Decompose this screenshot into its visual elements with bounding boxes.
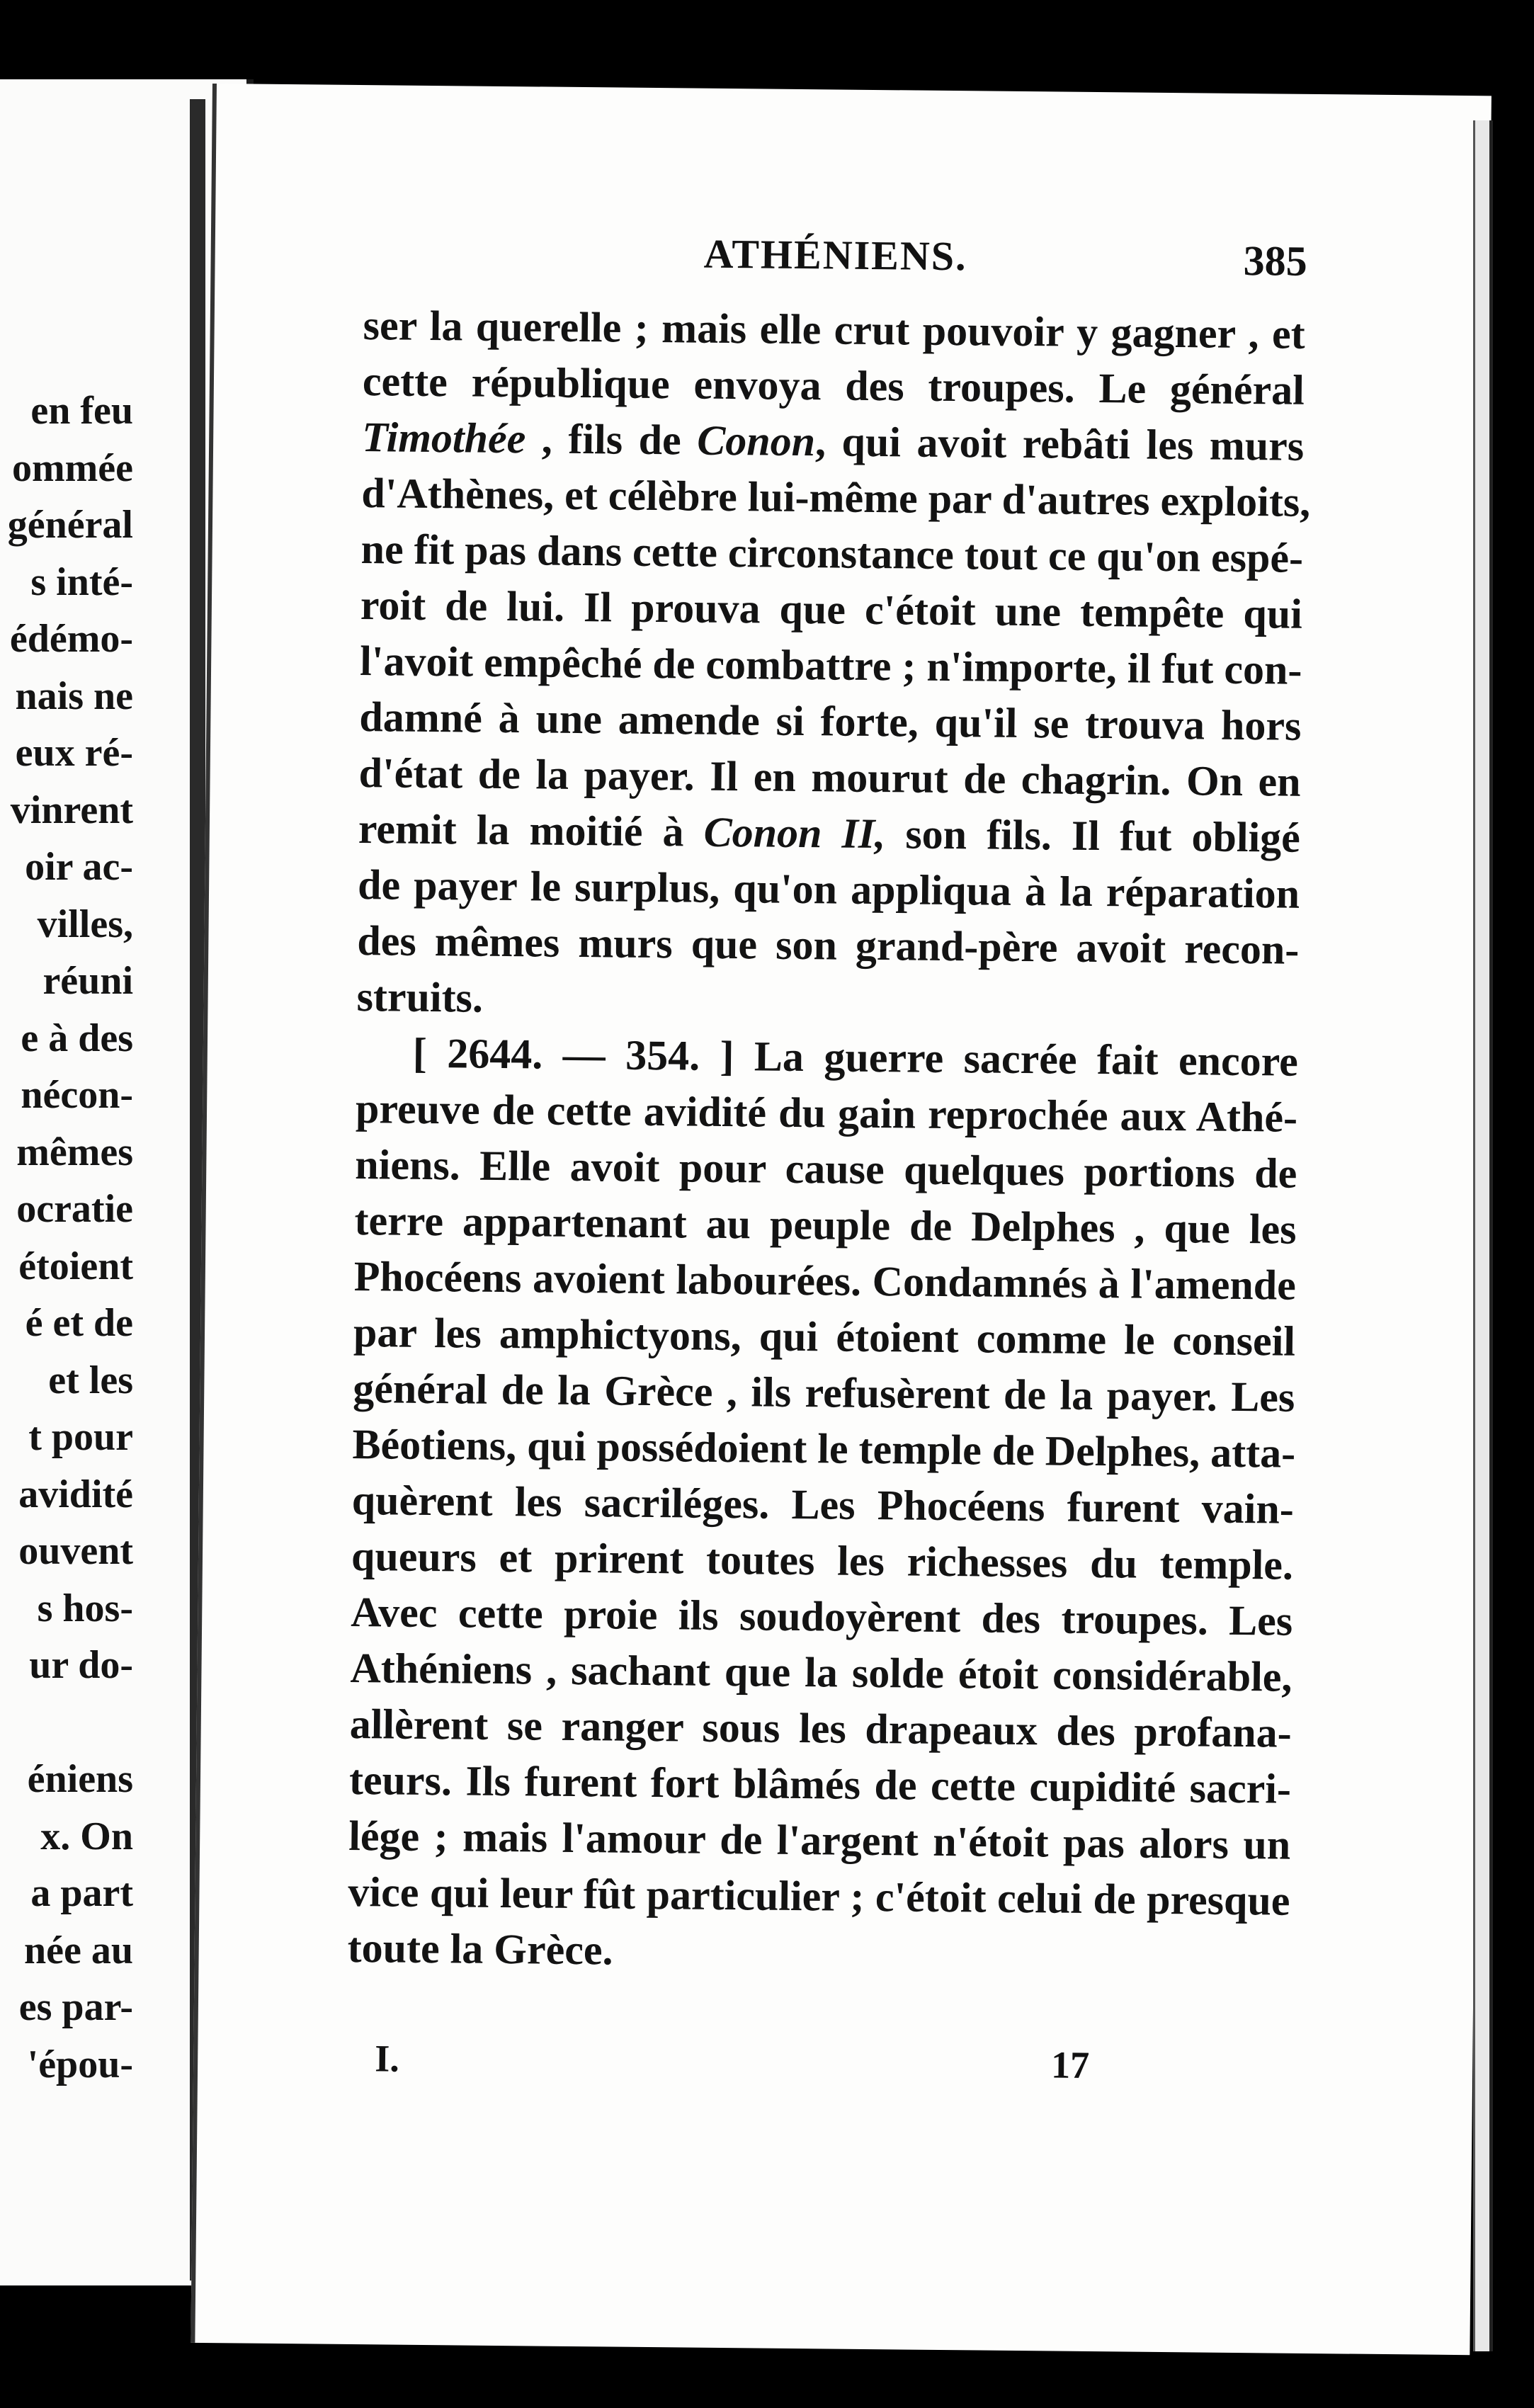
text-fragment: son fils. Il fut obligé	[885, 810, 1301, 861]
left-page-line-fragment: nécon-	[21, 1073, 133, 1117]
body-text	[347, 297, 1311, 1985]
text-line: toute la Grèce.	[347, 1924, 613, 1974]
left-page-text	[0, 382, 133, 2093]
italic-name-timothee: Timothée	[361, 414, 526, 462]
text-fragment: , fils de	[525, 415, 698, 464]
left-page-line-fragment: es par-	[18, 1985, 133, 2029]
left-page-line-fragment: en feu	[30, 389, 133, 433]
main-page	[191, 84, 1492, 2355]
text-line: lége ; mais l'amour de l'argent n'étoit pas alors un	[348, 1812, 1291, 1868]
left-page-line-fragment: réuni	[42, 959, 133, 1003]
text-line: des mêmes murs que son grand-père avoit recon-	[357, 917, 1300, 973]
left-page-line-fragment: ocratie	[16, 1187, 133, 1231]
left-page-line-fragment: 'épou-	[27, 2042, 133, 2086]
left-page-line-fragment: ur do-	[29, 1643, 133, 1687]
text-line: par les amphictyons, qui étoient comme le conseil	[353, 1308, 1296, 1365]
page-edge	[1473, 120, 1493, 2351]
text-fragment: remit la moitié à	[358, 805, 684, 856]
page-number: 385	[1243, 237, 1307, 285]
text-line: Avec cette proie ils soudoyèrent des troupes. Les	[350, 1588, 1293, 1645]
text-line: teurs. Ils furent fort blâmés de cette cupidité sacri-	[348, 1756, 1292, 1812]
left-page-line-fragment: née au	[24, 1928, 133, 1972]
text-line: Phocéens avoient labourées. Condamnés à l'amende	[353, 1252, 1297, 1309]
text-line: roit de lui. Il prouva que c'étoit une tempête qui	[360, 581, 1303, 637]
text-line: terre appartenant au peuple de Delphes , que les	[354, 1197, 1297, 1253]
text-line: général de la Grèce , ils refusèrent de la payer. Les	[353, 1364, 1295, 1421]
text-line	[358, 801, 1301, 866]
left-page-line-fragment: nais ne	[15, 674, 133, 718]
page-footer	[198, 2035, 1473, 2111]
left-page-line-fragment: éniens	[27, 1757, 133, 1801]
text-line: niens. Elle avoit pour cause quelques portions de	[355, 1141, 1297, 1197]
text-line: struits.	[356, 973, 484, 1021]
text-line: de payer le surplus, qu'on appliqua à la réparation	[357, 861, 1300, 917]
text-line: cette république envoya des troupes. Le général	[362, 358, 1305, 414]
left-page-line-fragment: général	[7, 503, 133, 547]
text-line: vice qui leur fût particulier ; c'étoit celui de presque	[348, 1868, 1290, 1924]
left-page-line-fragment: ouvent	[18, 1529, 133, 1573]
left-page-line-fragment: étoient	[18, 1244, 133, 1288]
left-page-line-fragment	[0, 1694, 133, 1751]
left-page-line-fragment: s inté-	[30, 560, 133, 604]
text-line: damné à une amende si forte, qu'il se trouva hors	[359, 693, 1302, 749]
text-line: queurs et prirent toutes les richesses du temple.	[351, 1532, 1294, 1589]
text-fragment: , qui avoit rebâti les murs	[814, 418, 1305, 470]
left-page-line-fragment: et les	[48, 1358, 133, 1402]
italic-name-conon-ii: Conon II,	[703, 808, 886, 858]
left-page-line-fragment: e à des	[21, 1016, 133, 1060]
left-page-line-fragment: é et de	[25, 1301, 133, 1345]
left-page-line-fragment: mêmes	[16, 1130, 133, 1174]
text-line: d'Athènes, et célèbre lui-même par d'autres exploits,	[361, 470, 1311, 526]
left-page-line-fragment: a part	[30, 1871, 133, 1915]
text-line-paragraph-start: [ 2644. — 354. ] La guerre sacrée fait encore	[412, 1029, 1299, 1085]
text-line: quèrent les sacriléges. Les Phocéens furent vain-	[351, 1476, 1295, 1533]
gathering-signature: 17	[1050, 2043, 1090, 2087]
running-head-title: ATHÉNIENS.	[703, 230, 967, 280]
left-page-line-fragment: villes,	[37, 902, 133, 946]
left-page-line-fragment: t pour	[28, 1415, 133, 1459]
left-page-line-fragment: ommée	[11, 445, 133, 490]
italic-name-conon: Conon	[696, 416, 816, 465]
text-line: allèrent se ranger sous les drapeaux des profana-	[349, 1700, 1292, 1756]
volume-signature: I.	[374, 2037, 400, 2080]
left-page-line-fragment: avidité	[18, 1472, 133, 1516]
text-line: Athéniens , sachant que la solde étoit considérable,	[350, 1644, 1292, 1700]
left-page-line-fragment: x. On	[40, 1814, 133, 1858]
left-page-line-fragment: s hos-	[37, 1586, 133, 1630]
text-line	[362, 409, 1305, 475]
left-page-line-fragment: oir ac-	[25, 845, 133, 889]
left-page-line-fragment: eux ré-	[15, 731, 133, 775]
text-line: l'avoit empêché de combattre ; n'importe, il fut con-	[359, 637, 1302, 693]
left-page-line-fragment: édémo-	[9, 617, 133, 661]
text-line: ser la querelle ; mais elle crut pouvoir y gagner , et	[363, 302, 1305, 358]
text-line: d'état de la payer. Il en mourut de chagrin. On en	[358, 749, 1301, 805]
running-head	[215, 225, 1490, 301]
text-line: Béotiens, qui possédoient le temple de Delphes, atta-	[352, 1420, 1296, 1477]
left-page-line-fragment: vinrent	[10, 788, 133, 832]
text-line: preuve de cette avidité du gain reprochée aux Athé-	[355, 1085, 1298, 1141]
text-line: ne fit pas dans cette circonstance tout ce qu'on espé-	[360, 526, 1304, 581]
